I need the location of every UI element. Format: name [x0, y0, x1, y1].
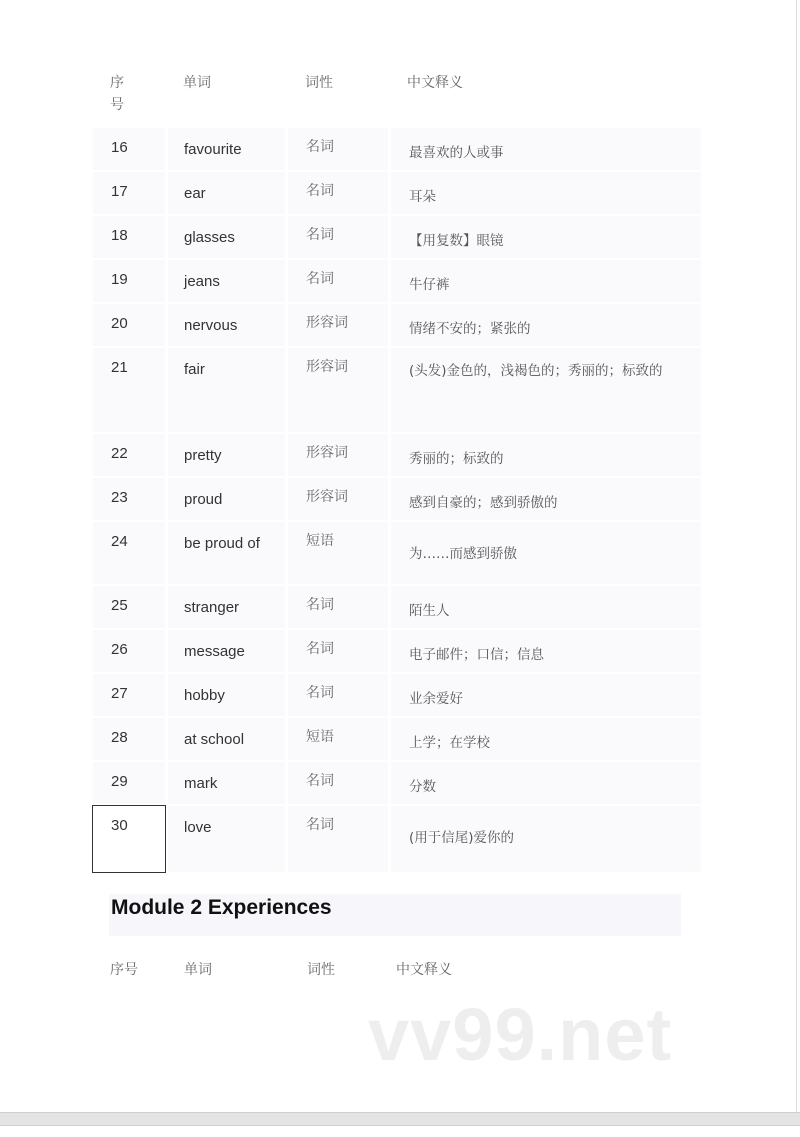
- row-word: mark: [168, 762, 285, 804]
- row-number: 22: [93, 434, 165, 476]
- row-meaning: (用于信尾)爱你的: [391, 806, 701, 872]
- row-meaning: 上学；在学校: [391, 718, 701, 760]
- page-separator: [0, 1112, 800, 1126]
- row-meaning: (头发)金色的，浅褐色的；秀丽的；标致的: [391, 348, 701, 432]
- row-word: be proud of: [168, 522, 285, 584]
- row-meaning: 牛仔裤: [391, 260, 701, 302]
- row-number: 16: [93, 128, 165, 170]
- row-meaning: 业余爱好: [391, 674, 701, 716]
- header-word: 单词: [183, 75, 211, 91]
- header-pos: 词性: [305, 75, 333, 91]
- row-pos: 短语: [288, 522, 388, 584]
- row-word: at school: [168, 718, 285, 760]
- row-meaning: 秀丽的；标致的: [391, 434, 701, 476]
- header-num: [110, 72, 124, 116]
- row-number: 30: [93, 806, 165, 872]
- vocab-table: [90, 126, 704, 874]
- module2-header-pos: 词性: [307, 962, 335, 978]
- row-number: 21: [93, 348, 165, 432]
- row-pos: 形容词: [288, 304, 388, 346]
- header-num-line1: 序: [110, 75, 124, 91]
- watermark: vv99.net: [368, 993, 673, 1076]
- row-pos: 名词: [288, 260, 388, 302]
- row-pos: 短语: [288, 718, 388, 760]
- row-number: 19: [93, 260, 165, 302]
- row-meaning: 为……而感到骄傲: [391, 522, 701, 584]
- header-num-line2: 号: [110, 97, 124, 113]
- table-row: [93, 304, 701, 346]
- row-pos: 名词: [288, 674, 388, 716]
- table-row: [93, 806, 701, 872]
- row-pos: 名词: [288, 216, 388, 258]
- row-pos: 名词: [288, 630, 388, 672]
- row-meaning: 电子邮件；口信；信息: [391, 630, 701, 672]
- row-number: 28: [93, 718, 165, 760]
- row-word: jeans: [168, 260, 285, 302]
- table-row: [93, 172, 701, 214]
- row-word: proud: [168, 478, 285, 520]
- row-pos: 形容词: [288, 478, 388, 520]
- row-meaning: 感到自豪的；感到骄傲的: [391, 478, 701, 520]
- row-number: 26: [93, 630, 165, 672]
- row-number: 17: [93, 172, 165, 214]
- row-pos: 形容词: [288, 348, 388, 432]
- row-pos: 名词: [288, 762, 388, 804]
- row-number: 24: [93, 522, 165, 584]
- row-number: 18: [93, 216, 165, 258]
- module2-header-num: 序号: [110, 962, 138, 978]
- row-pos: 名词: [288, 806, 388, 872]
- row-meaning: 情绪不安的；紧张的: [391, 304, 701, 346]
- row-pos: 形容词: [288, 434, 388, 476]
- row-word: hobby: [168, 674, 285, 716]
- table-row: [93, 630, 701, 672]
- table-row: [93, 478, 701, 520]
- table-row: [93, 674, 701, 716]
- table-row: [93, 348, 701, 432]
- module-title: Module 2 Experiences: [111, 896, 332, 919]
- row-meaning: 陌生人: [391, 586, 701, 628]
- row-word: nervous: [168, 304, 285, 346]
- table-row: [93, 128, 701, 170]
- row-word: favourite: [168, 128, 285, 170]
- row-word: fair: [168, 348, 285, 432]
- row-meaning: 【用复数】眼镜: [391, 216, 701, 258]
- table-row: [93, 762, 701, 804]
- row-pos: 名词: [288, 128, 388, 170]
- row-number: 29: [93, 762, 165, 804]
- module2-header-meaning: 中文释义: [396, 962, 452, 978]
- row-word: glasses: [168, 216, 285, 258]
- row-pos: 名词: [288, 172, 388, 214]
- row-meaning: 耳朵: [391, 172, 701, 214]
- header-meaning: 中文释义: [407, 75, 463, 91]
- table-row: [93, 216, 701, 258]
- row-number: 25: [93, 586, 165, 628]
- row-word: love: [168, 806, 285, 872]
- table-row: [93, 434, 701, 476]
- row-word: message: [168, 630, 285, 672]
- table-row: [93, 260, 701, 302]
- row-pos: 名词: [288, 586, 388, 628]
- row-word: ear: [168, 172, 285, 214]
- module-heading: [109, 894, 681, 936]
- row-meaning: 最喜欢的人或事: [391, 128, 701, 170]
- module2-header-word: 单词: [184, 962, 212, 978]
- row-number: 23: [93, 478, 165, 520]
- row-word: pretty: [168, 434, 285, 476]
- row-word: stranger: [168, 586, 285, 628]
- table-row: [93, 522, 701, 584]
- row-number: 20: [93, 304, 165, 346]
- row-meaning: 分数: [391, 762, 701, 804]
- row-number: 27: [93, 674, 165, 716]
- table-row: [93, 586, 701, 628]
- table-row: [93, 718, 701, 760]
